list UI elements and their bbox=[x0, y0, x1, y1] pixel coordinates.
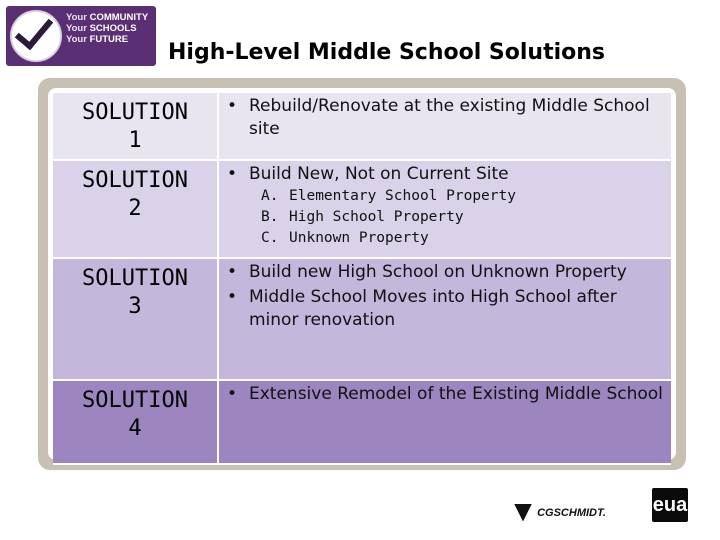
solution-details bbox=[218, 93, 671, 160]
sub-item: C. Unknown Property bbox=[261, 230, 429, 246]
solution-details bbox=[218, 258, 671, 380]
solution-row-1 bbox=[53, 93, 671, 160]
solution-label: SOLUTION 4 bbox=[53, 380, 218, 464]
bullet-item: • Extensive Remodel of the Existing Middle School bbox=[227, 384, 663, 404]
district-logo bbox=[6, 6, 156, 66]
solution-label: SOLUTION 1 bbox=[53, 93, 218, 160]
sub-item: B. High School Property bbox=[261, 209, 464, 225]
logo-line-1: Your COMMUNITY bbox=[66, 12, 149, 23]
solution-row-4 bbox=[53, 380, 671, 464]
eua-logo: eua bbox=[652, 488, 688, 522]
sub-item: A. Elementary School Property bbox=[261, 188, 516, 204]
sub-list bbox=[219, 186, 671, 249]
bullet-item: • Build new High School on Unknown Property bbox=[227, 262, 627, 282]
cgschmidt-logo: CGSCHMIDT. bbox=[514, 502, 606, 522]
solution-row-3 bbox=[53, 258, 671, 380]
bullet-item: • Build New, Not on Current Site bbox=[227, 164, 509, 184]
bullet-item: • Rebuild/Renovate at the existing Middle School site bbox=[227, 96, 650, 139]
solution-label: SOLUTION 3 bbox=[53, 258, 218, 380]
solution-details bbox=[218, 160, 671, 258]
solution-details bbox=[218, 380, 671, 464]
cgschmidt-mark-icon bbox=[514, 504, 532, 522]
logo-line-2: Your SCHOOLS bbox=[66, 23, 137, 34]
solution-label: SOLUTION 2 bbox=[53, 160, 218, 258]
page-title: High-Level Middle School Solutions bbox=[168, 40, 606, 65]
solutions-table bbox=[53, 93, 671, 465]
bullet-item: • Middle School Moves into High School after minor renovation bbox=[227, 287, 617, 330]
logo-line-3: Your FUTURE bbox=[66, 34, 129, 45]
solution-row-2 bbox=[53, 160, 671, 258]
